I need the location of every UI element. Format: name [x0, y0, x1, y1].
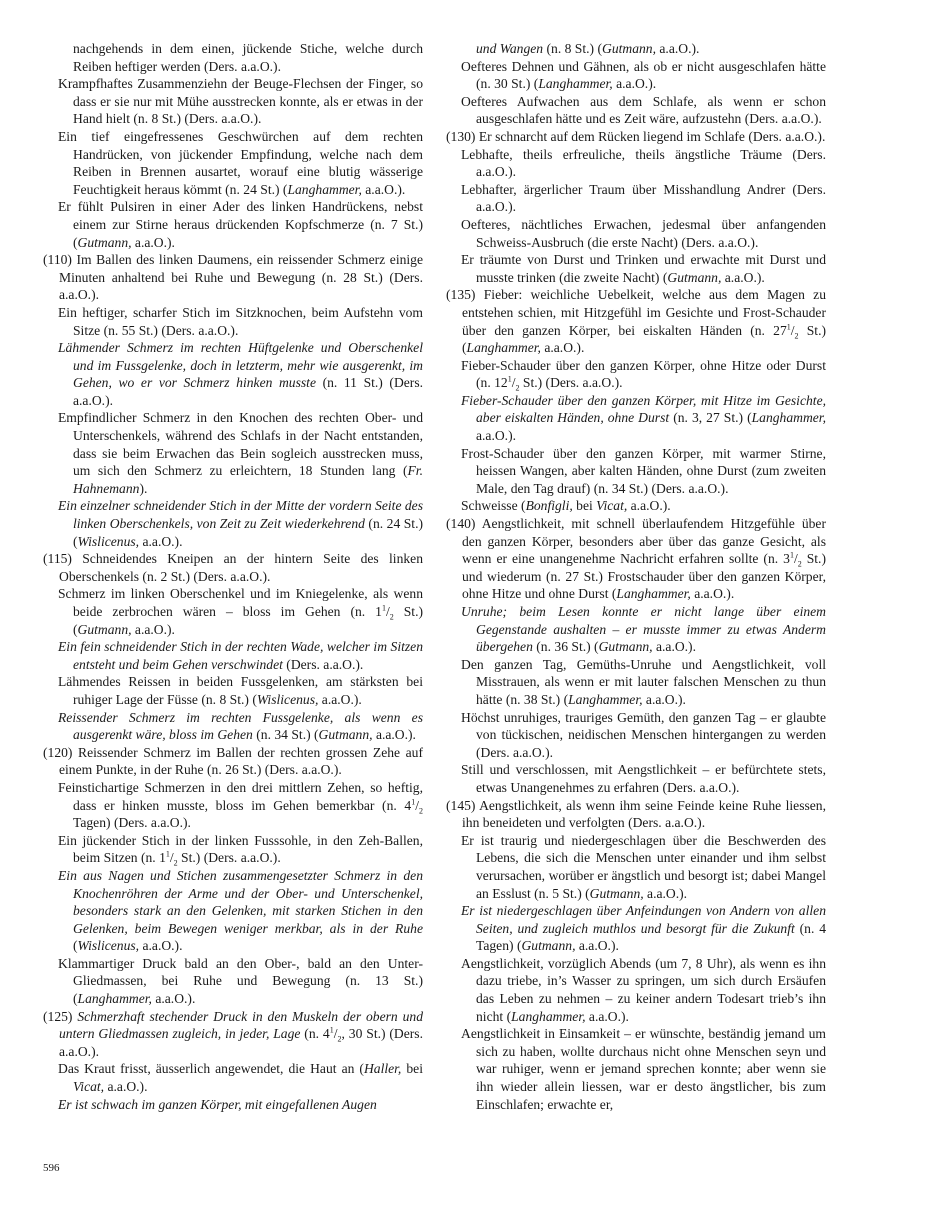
numbered-entry: (145) Aengstlichkeit, als wenn ihm seine Feinde keine Ruhe liessen, ihn beneideten und verfolgten (Ders. a.a.O.). [446, 797, 826, 831]
symptom-entry: und Wangen (n. 8 St.) (Gutmann, a.a.O.). [476, 41, 700, 56]
symptom-entry: Unruhe; beim Lesen konnte er nicht lange über einem Gegenstande aushalten – er musste immer zu etwas Anderm übergehen (n. 36 St.) (Gutmann, a.a.O.). [461, 604, 826, 655]
symptom-entry: Fieber-Schauder über den ganzen Körper, ohne Hitze oder Durst (n. $12^1/_2$ St.) (Ders. a.a.O.). [461, 357, 826, 393]
symptom-entry: Oefteres Aufwachen aus dem Schlafe, als wenn er schon ausgeschlafen hätte und es Zeit wäre, aufzustehn (Ders. a.a.O.). [461, 93, 826, 127]
symptom-entry: Lähmendes Reissen in beiden Fussgelenken, am stärksten bei ruhiger Lage der Füsse (n. 8 St.) (Wislicenus, a.a.O.). [58, 674, 423, 707]
left-column [43, 40, 423, 1113]
symptom-entry: Ein fein schneidender Stich in der rechten Wade, welcher im Sitzen entsteht und beim Gehen verschwindet (Ders. a.a.O.). [58, 639, 423, 672]
symptom-entry: Ein aus Nagen und Stichen zusammengesetzter Schmerz in den Knochenröhren der Arme und der Ober- und Unterschenkel, besonders stark an den Gelenken, mit starken Stichen in den Gelenken, beim Bewegen weniger merkbar, als in der Ruhe (Wislicenus, a.a.O.). [58, 867, 423, 954]
symptom-entry: Lebhafte, theils erfreuliche, theils ängstliche Träume (Ders. a.a.O.). [461, 146, 826, 180]
symptom-entry: Frost-Schauder über den ganzen Körper, mit warmer Stirne, heissen Wangen, aber kalten Händen, ohne Durst (zum zweiten Male, den Tag drauf) (n. 34 St.) (Ders. a.a.O.). [461, 445, 826, 496]
symptom-entry: Ein heftiger, scharfer Stich im Sitzknochen, beim Aufstehn vom Sitze (n. 55 St.) (Ders. a.a.O.). [58, 304, 423, 338]
page-number: 596 [43, 1162, 60, 1174]
symptom-entry: Aengstlichkeit in Einsamkeit – er wünschte, beständig jemand um sich zu haben, wollte durchaus nicht ohne Menschen seyn und war ruhiger, wenn er jemand sprechen konnte; aber wenn sie ihn wieder allein liessen, war er desto ängstlicher, bis zum Einschlafen; erwachte er, [461, 1026, 826, 1112]
symptom-entry: Er ist traurig und niedergeschlagen über die Beschwerden des Lebens, die sich die Menschen unter einander und ihm selbst verursachen, worüber er ängstlich und besorgt ist; dabei Mangel an Esslust (n. 5 St.) (Gutmann, a.a.O.). [461, 832, 826, 901]
right-column [446, 40, 826, 1113]
symptom-entry: Oefteres Dehnen und Gähnen, als ob er nicht ausgeschlafen hätte (n. 30 St.) (Langhammer, a.a.O.). [461, 58, 826, 92]
numbered-entry: (130) Er schnarcht auf dem Rücken liegend im Schlafe (Ders. a.a.O.). [446, 128, 826, 144]
symptom-entry: Lebhafter, ärgerlicher Traum über Misshandlung Andrer (Ders. a.a.O.). [461, 181, 826, 215]
symptom-entry: Ein einzelner schneidender Stich in der Mitte der vordern Seite des linken Oberschenkels, von Zeit zu Zeit wiederkehrend (n. 24 St.) (Wislicenus, a.a.O.). [58, 498, 423, 549]
symptom-entry: Er träumte von Durst und Trinken und erwachte mit Durst und musste trinken (die zweite Nacht) (Gutmann, a.a.O.). [461, 252, 826, 285]
symptom-entry: Das Kraut frisst, äusserlich angewendet, die Haut an (Haller, bei Vicat, a.a.O.). [58, 1061, 423, 1095]
numbered-entry: (135) Fieber: weichliche Uebelkeit, welche aus dem Magen zu entstehen schien, mit Hitzgefühl im Gesichte und Frost-Schauder über den ganzen Körper, bei eiskalten Händen (n. $27^1/_2$ St.) (Langhammer, a.a.O.). [446, 287, 826, 356]
symptom-entry: Ein jückender Stich in der linken Fusssohle, in den Zeh-Ballen, beim Sitzen (n. $1^1/_2$ St.) (Ders. a.a.O.). [58, 832, 423, 869]
numbered-entry: (140) Aengstlichkeit, mit schnell überlaufendem Hitzgefühle über den ganzen Körper, besonders aber über das ganze Gesicht, als wenn er eine unangenehme Nachricht erfahren sollte (n. $3^1/_2$ St.) und wiederum (n. 27 St.) Frostschauder über den ganzen Körper, ohne Hitze und ohne Durst (Langhammer, a.a.O.). [446, 516, 826, 602]
symptom-entry: Krampfhaftes Zusammenziehn der Beuge-Flechsen der Finger, so dass er sie nur mit Mühe ausstrecken konnte, als er etwas in der Hand hielt (n. 8 St.) (Ders. a.a.O.). [58, 76, 423, 127]
symptom-entry: Feinstichartige Schmerzen in den drei mittlern Zehen, so heftig, dass er hinken musste, bloss im Gehen bemerkbar (n. $4^1/_2$ Tagen) (Ders. a.a.O.). [58, 779, 423, 831]
symptom-entry: Reissender Schmerz im rechten Fussgelenke, als wenn es ausgerenkt wäre, bloss im Gehen (n. 34 St.) (Gutmann, a.a.O.). [58, 709, 423, 743]
symptom-entry: Fieber-Schauder über den ganzen Körper, mit Hitze im Gesichte, aber eiskalten Händen, ohne Durst (n. 3, 27 St.) (Langhammer, a.a.O.). [461, 392, 826, 444]
symptom-entry: Ein tief eingefressenes Geschwürchen auf dem rechten Handrücken, von jückender Empfindung, welche nach dem Reiben in Brennen ausartet, worauf eine blutig wässerige Feuchtigkeit heraus kömmt (n. 24 St.) (Langhammer, a.a.O.). [58, 128, 423, 197]
numbered-entry: (120) Reissender Schmerz im Ballen der rechten grossen Zehe auf einem Punkte, in der Ruhe (n. 26 St.) (Ders. a.a.O.). [43, 744, 423, 778]
numbered-entry: (125) Schmerzhaft stechender Druck in den Muskeln der obern und untern Gliedmassen zugleich, in jeder, Lage (n. $4^1/_2$, 30 St.) (Ders. a.a.O.). [43, 1008, 423, 1059]
symptom-entry: Er ist niedergeschlagen über Anfeindungen von Andern von allen Seiten, und zugleich muthlos und besorgt für die Zukunft (n. 4 Tagen) (Gutmann, a.a.O.). [461, 903, 826, 954]
symptom-entry: Empfindlicher Schmerz in den Knochen des rechten Ober- und Unterschenkels, während des Schlafs in der Nacht entstanden, dass sie beim Erwachen das Bein sogleich ausstrecken muss, um sich den Schmerz zu erleichtern, 18 Stunden lang (Fr. Hahnemann). [58, 410, 423, 496]
symptom-entry: Höchst unruhiges, trauriges Gemüth, den ganzen Tag – er glaubte von tückischen, neidischen Menschen hintergangen zu werden (Ders. a.a.O.). [461, 709, 826, 760]
symptom-entry: Schweisse (Bonfigli, bei Vicat, a.a.O.). [461, 498, 671, 514]
symptom-entry: Den ganzen Tag, Gemüths-Unruhe und Aengstlichkeit, voll Misstrauen, als wenn er mit lauter falschen Menschen zu thun hätte (n. 38 St.) (Langhammer, a.a.O.). [461, 656, 826, 707]
symptom-entry: Er ist schwach im ganzen Körper, mit eingefallenen Augen [58, 1096, 377, 1112]
symptom-entry: Schmerz im linken Oberschenkel und im Kniegelenke, als wenn beide zerbrochen wären – bloss im Gehen (n. $1^1/_2$ St.) (Gutmann, a.a.O.). [58, 586, 423, 637]
symptom-entry: Still und verschlossen, mit Aengstlichkeit – er befürchtete stets, etwas Unangenehmes zu erfahren (Ders. a.a.O.). [461, 762, 826, 795]
symptom-entry: Er fühlt Pulsiren in einer Ader des linken Handrückens, nebst einem zur Stirne heraus drückenden Kopfschmerze (n. 7 St.) (Gutmann, a.a.O.). [58, 199, 423, 250]
symptom-entry: Oefteres, nächtliches Erwachen, jedesmal über anfangenden Schweiss-Ausbruch (die erste Nacht) (Ders. a.a.O.). [461, 216, 826, 250]
symptom-entry: Klammartiger Druck bald an den Ober-, bald an den Unter-Gliedmassen, bei Ruhe und Bewegung (n. 13 St.) (Langhammer, a.a.O.). [58, 955, 423, 1007]
symptom-entry: nachgehends in dem einen, jückende Stiche, welche durch Reiben heftiger werden (Ders. a.a.O.). [73, 41, 423, 74]
numbered-entry: (115) Schneidendes Kneipen an der hintern Seite des linken Oberschenkels (n. 2 St.) (Ders. a.a.O.). [43, 551, 423, 584]
numbered-entry: (110) Im Ballen des linken Daumens, ein reissender Schmerz einige Minuten anhaltend bei Ruhe und Bewegung (n. 28 St.) (Ders. a.a.O.). [43, 252, 423, 303]
symptom-entry: Aengstlichkeit, vorzüglich Abends (um 7, 8 Uhr), als wenn es ihn dazu triebe, in’s Wasser zu springen, um sich durch Ersäufen das Leben zu nehmen – zu keiner andern Todesart trieb’s ihn nicht (Langhammer, a.a.O.). [461, 955, 826, 1024]
symptom-entry: Lähmender Schmerz im rechten Hüftgelenke und Oberschenkel und im Fussgelenke, doch in letzterm, mehr wie ausgerenkt, im Gehen, wo er vor Schmerz hinken musste (n. 11 St.) (Ders. a.a.O.). [58, 340, 424, 408]
